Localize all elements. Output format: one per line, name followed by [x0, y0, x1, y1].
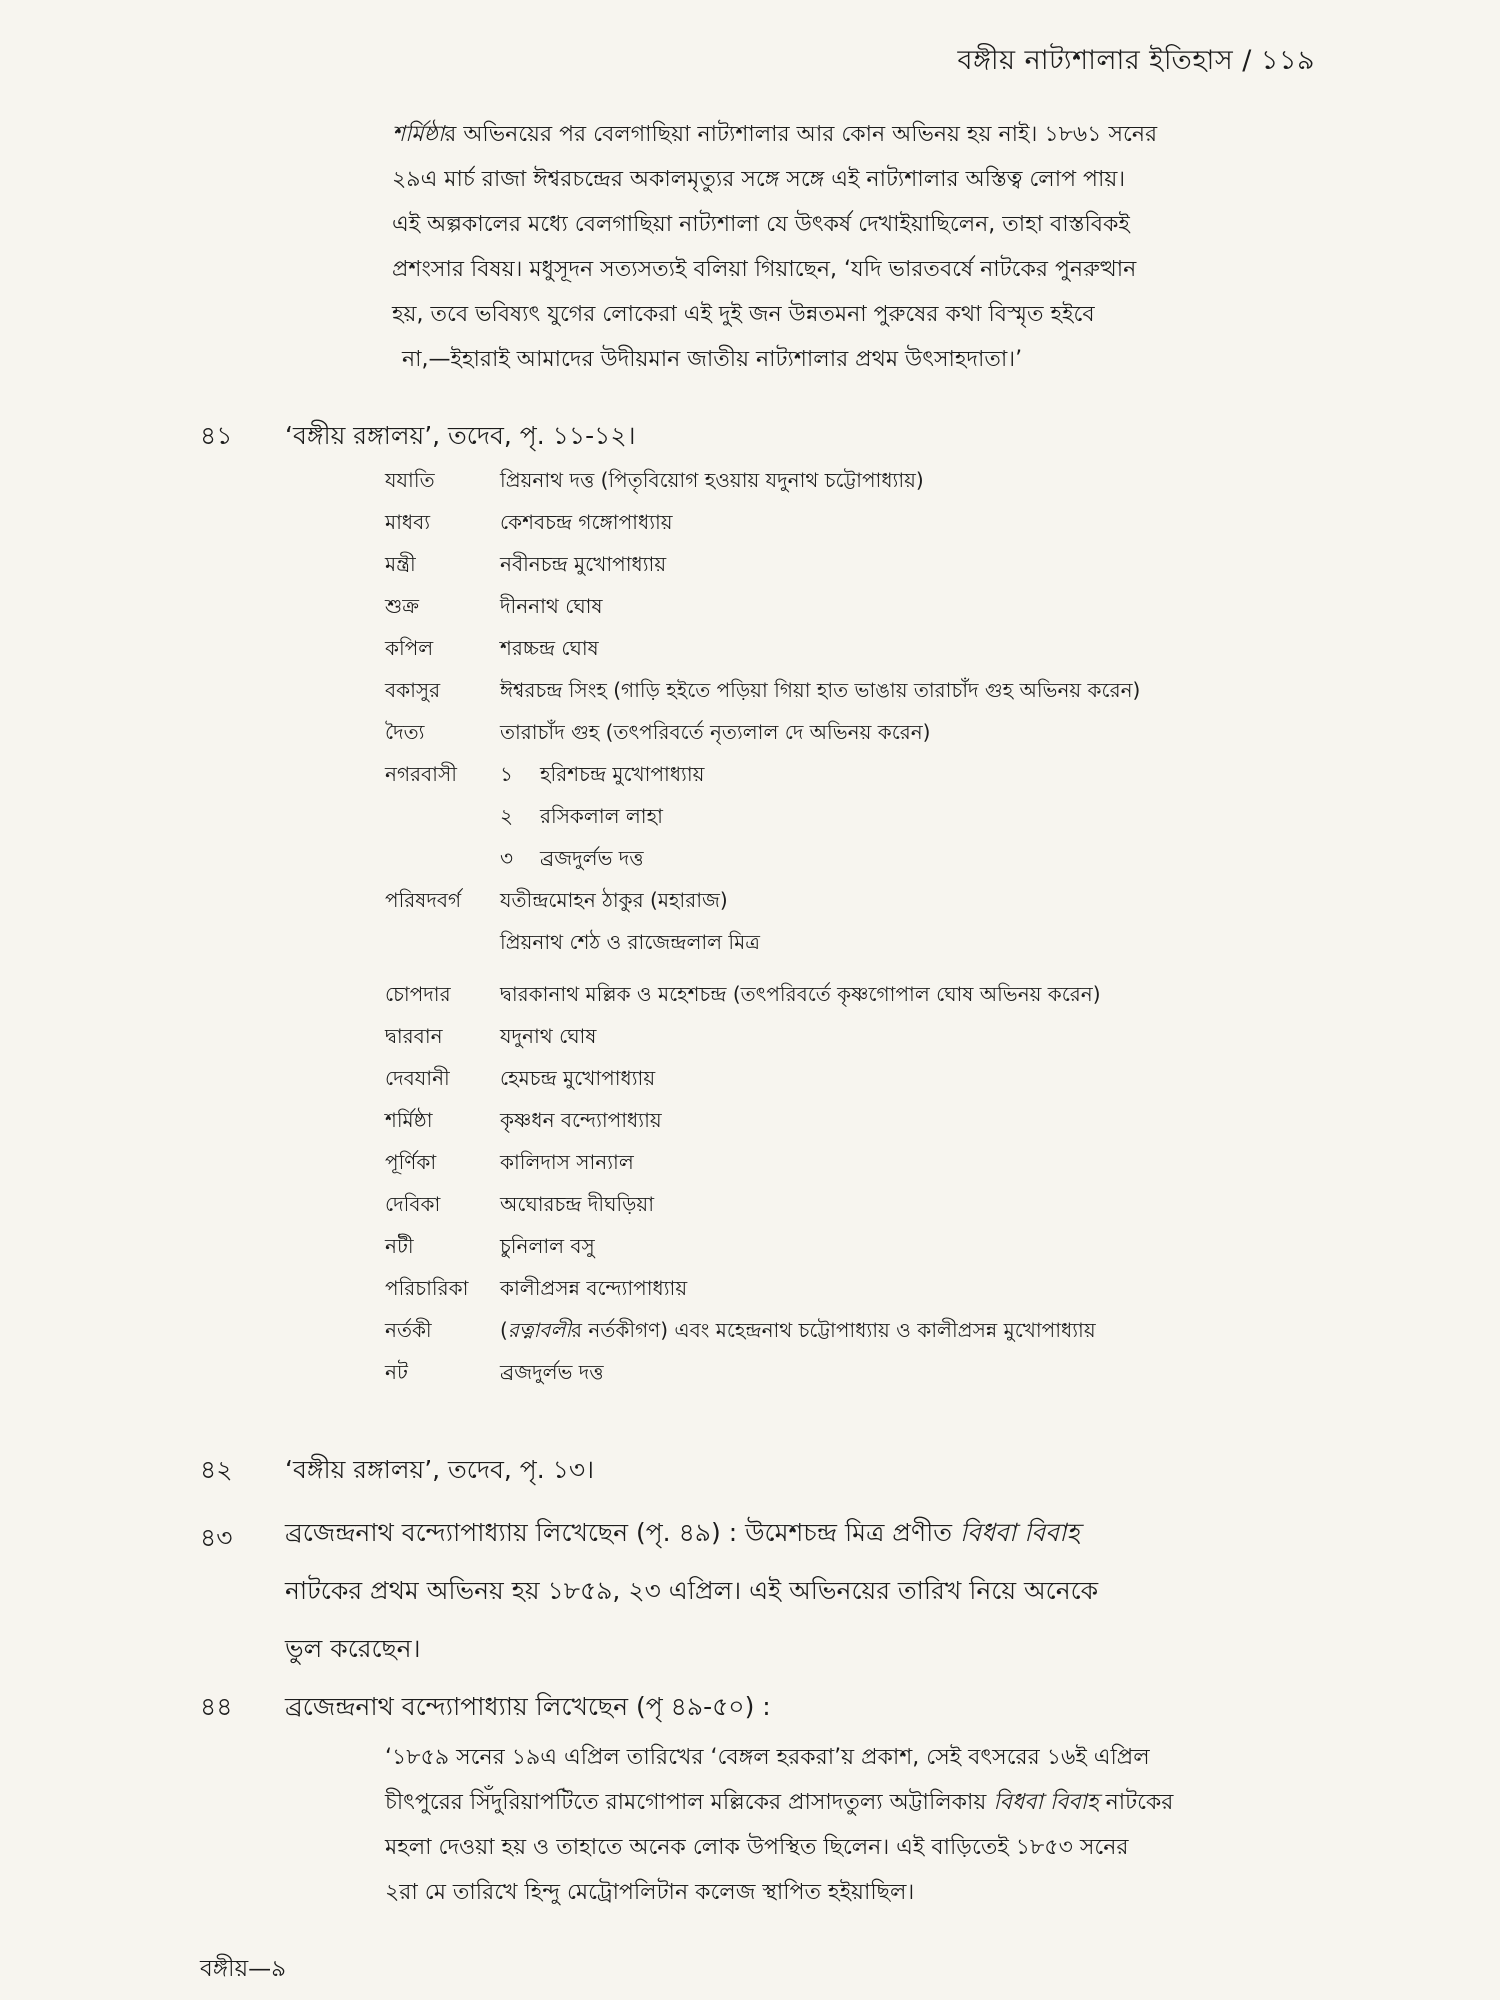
note-43-number: ৪৩ [200, 1523, 233, 1552]
cast-row: দ্বারবান যদুনাথ ঘোষ [385, 1024, 597, 1048]
cast-row: বকাসুর ঈশ্বরচন্দ্র সিংহ (গাড়ি হইতে পড়িয়া গিয়া হাত ভাঙায় তারাচাঁদ গুহ অভিনয় করেন) [385, 678, 1141, 702]
cast-row: পূর্ণিকা কালিদাস সান্যাল [385, 1150, 634, 1174]
note-44-number: ৪৪ [200, 1692, 233, 1721]
intro-line: প্রশংসার বিষয়। মধুসূদন সত্যসত্যই বলিয়া গিয়াছেন, ‘যদি ভারতবর্ষে নাটকের পুনরুত্থান [392, 257, 1137, 282]
cast-row: নর্তকী (রত্নাবলীর নর্তকীগণ) এবং মহেন্দ্রনাথ চট্টোপাধ্যায় ও কালীপ্রসন্ন মুখোপাধ্যায় [385, 1318, 1096, 1342]
cast-row: শুক্র দীননাথ ঘোষ [385, 594, 603, 618]
cast-row: নটী চুনিলাল বসু [385, 1234, 595, 1258]
cast-row: দেবযানী হেমচন্দ্র মুখোপাধ্যায় [385, 1066, 656, 1090]
intro-line: না,—ইহারাই আমাদের উদীয়মান জাতীয় নাট্যশালার প্রথম উৎসাহদাতা।’ [402, 347, 1023, 372]
cast-row: পরিষদবর্গ যতীন্দ্রমোহন ঠাকুর (মহারাজ) [385, 888, 728, 912]
cast-row: চোপদার দ্বারকানাথ মল্লিক ও মহেশচন্দ্র (তৎপরিবর্তে কৃষ্ণগোপাল ঘোষ অভিনয় করেন) [385, 982, 1101, 1006]
cast-row: নট ব্রজদুর্লভ দত্ত [385, 1360, 604, 1384]
intro-line: শর্মিষ্ঠার অভিনয়ের পর বেলগাছিয়া নাট্যশালার আর কোন অভিনয় হয় নাই। ১৮৬১ সনের [392, 122, 1158, 147]
cast-row: দেবিকা অঘোরচন্দ্র দীঘড়িয়া [385, 1192, 655, 1216]
cast-row: মন্ত্রী নবীনচন্দ্র মুখোপাধ্যায় [385, 552, 667, 576]
note-42-number: ৪২ [200, 1455, 233, 1484]
cast-row: পরিচারিকা কালীপ্রসন্ন বন্দ্যোপাধ্যায় [385, 1276, 688, 1300]
cast-row: প্রিয়নাথ শেঠ ও রাজেন্দ্রলাল মিত্র [500, 930, 760, 954]
note-41-number: ৪১ [200, 421, 233, 450]
cast-row: ২ রসিকলাল লাহা [500, 804, 663, 828]
cast-row: কপিল শরচ্চন্দ্র ঘোষ [385, 636, 599, 660]
intro-line: হয়, তবে ভবিষ্যৎ যুগের লোকেরা এই দুই জন উন্নতমনা পুরুষের কথা বিস্মৃত হইবে [392, 302, 1095, 327]
cast-row: নগরবাসী ১ হরিশচন্দ্র মুখোপাধ্যায় [385, 762, 705, 786]
intro-line: ২৯এ মার্চ রাজা ঈশ্বরচন্দ্রের অকালমৃত্যুর সঙ্গে সঙ্গে এই নাট্যশালার অস্তিত্ব লোপ পায়। [392, 167, 1126, 192]
running-head: বঙ্গীয় নাট্যশালার ইতিহাস / ১১৯ [957, 45, 1315, 76]
note-41-heading: ‘বঙ্গীয় রঙ্গালয়’, তদেব, পৃ. ১১-১২। [285, 421, 636, 450]
intro-paragraph [392, 112, 1327, 382]
cast-row: ৩ ব্রজদুর্লভ দত্ত [500, 846, 644, 870]
intro-line: এই অল্পকালের মধ্যে বেলগাছিয়া নাট্যশালা যে উৎকর্ষ দেখাইয়াছিলেন, তাহা বাস্তবিকই [392, 212, 1130, 237]
note-42-heading: ‘বঙ্গীয় রঙ্গালয়’, তদেব, পৃ. ১৩। [285, 1455, 595, 1484]
cast-row: যযাতি প্রিয়নাথ দত্ত (পিতৃবিয়োগ হওয়ায় যদুনাথ চট্টোপাধ্যায়) [385, 468, 924, 492]
page-footer-signature: বঙ্গীয়—৯ [200, 1956, 287, 1982]
cast-row: মাধব্য কেশবচন্দ্র গঙ্গোপাধ্যায় [385, 510, 673, 534]
cast-list [385, 458, 1345, 1392]
cast-row: শর্মিষ্ঠা কৃষ্ণধন বন্দ্যোপাধ্যায় [385, 1108, 662, 1132]
note-44-heading: ব্রজেন্দ্রনাথ বন্দ্যোপাধ্যায় লিখেছেন (পৃ ৪৯-৫০) : [285, 1692, 771, 1721]
cast-row: দৈত্য তারাচাঁদ গুহ (তৎপরিবর্তে নৃত্যলাল দে অভিনয় করেন) [385, 720, 931, 744]
note-43-text: ব্রজেন্দ্রনাথ বন্দ্যোপাধ্যায় লিখেছেন (পৃ. ৪৯) : উমেশচন্দ্র মিত্র প্রণীত বিধবা বিবাহ নাটকের প্রথম অভিনয় হয় ১৮৫৯, ২৩ এপ্রিল। এই অভিনয়ের তারিখ নিয়ে অনেকে ভুল করেছেন। [285, 1518, 1099, 1663]
note-44-quote: ‘১৮৫৯ সনের ১৯এ এপ্রিল তারিখের ‘বেঙ্গল হরকরা’য় প্রকাশ, সেই বৎসরের ১৬ই এপ্রিল চীৎপুরের সিঁদুরিয়াপটিতে রামগোপাল মল্লিকের প্রাসাদতুল্য অট্টালিকায় বিধবা বিবাহ নাটকের মহলা দেওয়া হয় ও তাহাতে অনেক লোক উপস্থিত ছিলেন। এই বাড়িতেই ১৮৫৩ সনের ২রা মে তারিখে হিন্দু মেট্রোপলিটান কলেজ স্থাপিত হইয়াছিল। [385, 1745, 1174, 1905]
